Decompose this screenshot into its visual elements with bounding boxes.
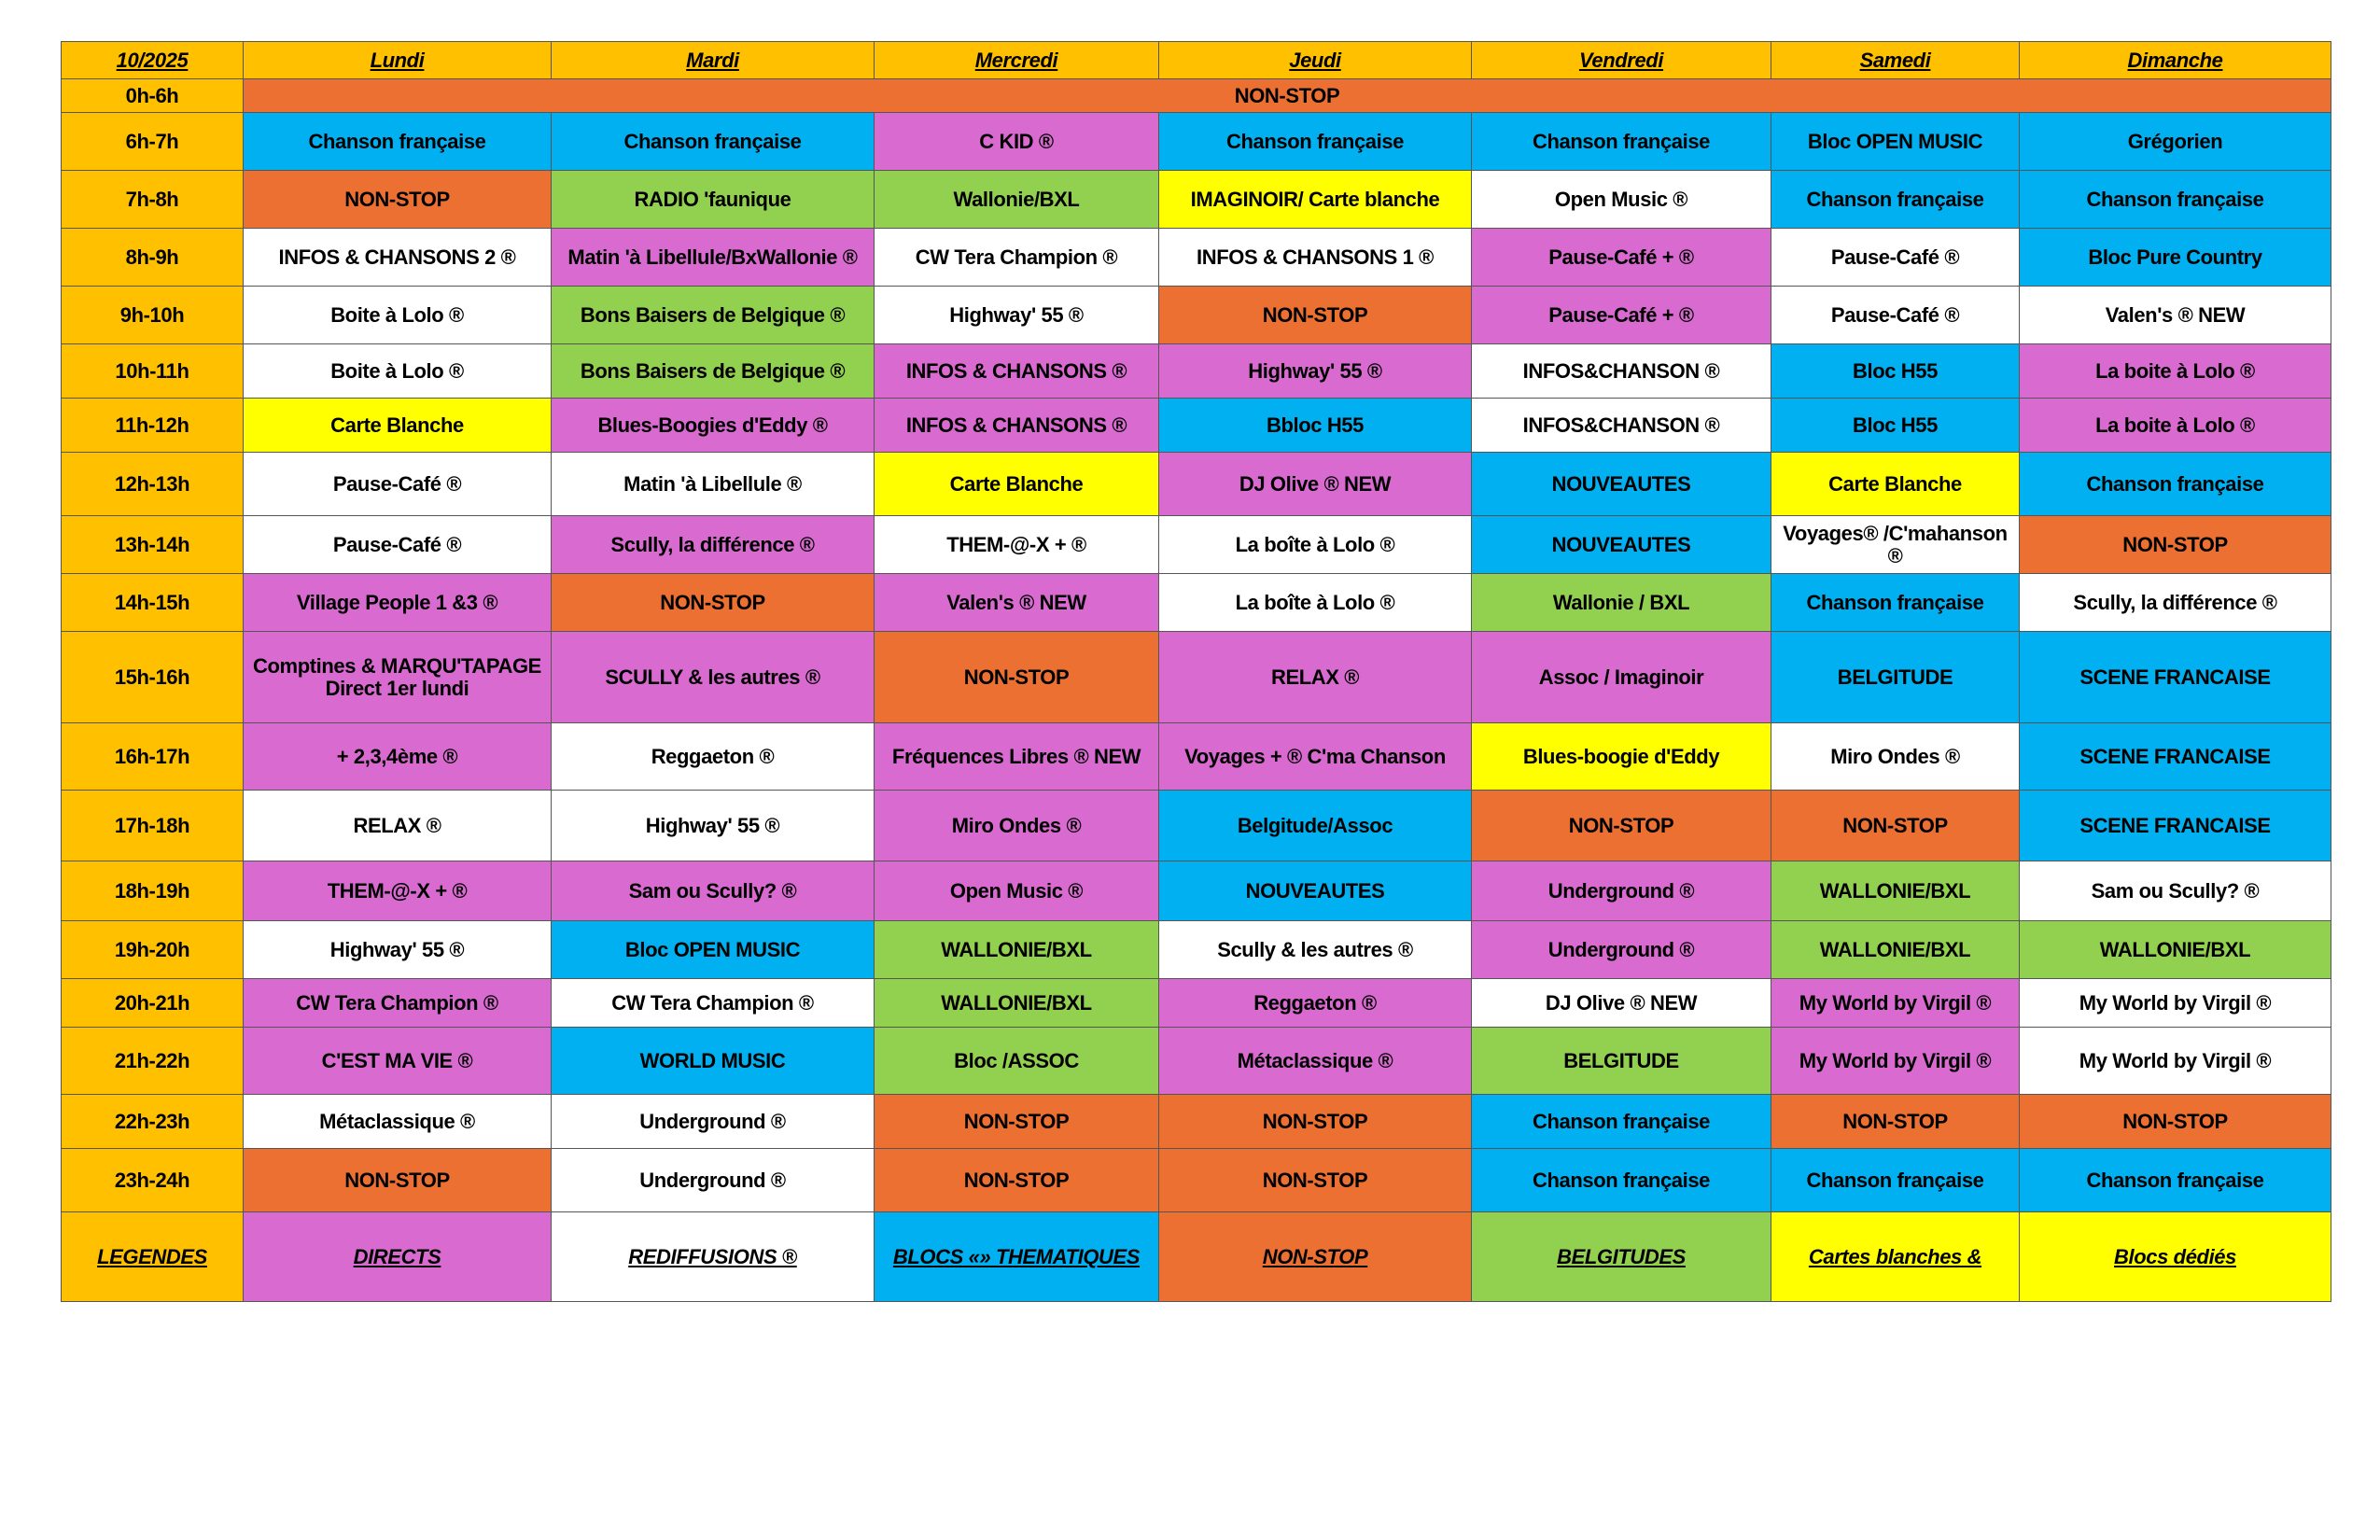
program-cell: Blues-Boogies d'Eddy ®: [552, 399, 875, 453]
program-cell: CW Tera Champion ®: [552, 979, 875, 1028]
program-cell: NON-STOP: [875, 1149, 1159, 1212]
program-cell: NON-STOP: [244, 171, 552, 229]
program-cell: My World by Virgil ®: [1771, 1028, 2020, 1095]
program-cell: NON-STOP: [2020, 1095, 2331, 1149]
program-cell: Pause-Café ®: [1771, 229, 2020, 287]
program-cell: My World by Virgil ®: [2020, 1028, 2331, 1095]
program-cell: La boite à Lolo ®: [2020, 399, 2331, 453]
program-cell: Carte Blanche: [1771, 453, 2020, 516]
program-cell: WALLONIE/BXL: [1771, 861, 2020, 921]
program-cell: + 2,3,4ème ®: [244, 723, 552, 791]
program-cell: Chanson française: [1472, 113, 1771, 171]
program-cell: Comptines & MARQU'TAPAGE Direct 1er lundi: [244, 632, 552, 723]
program-cell: THEM-@-X + ®: [875, 516, 1159, 574]
program-cell: Highway' 55 ®: [244, 921, 552, 979]
program-cell: WALLONIE/BXL: [2020, 921, 2331, 979]
day-header: Mardi: [552, 42, 875, 79]
program-cell: Chanson française: [1472, 1149, 1771, 1212]
day-header: Lundi: [244, 42, 552, 79]
program-cell: INFOS&CHANSON ®: [1472, 399, 1771, 453]
program-cell: NON-STOP: [244, 1149, 552, 1212]
program-cell: Scully, la différence ®: [2020, 574, 2331, 632]
schedule-row: [62, 453, 2331, 516]
schedule-row: [62, 287, 2331, 344]
program-cell: Sam ou Scully? ®: [2020, 861, 2331, 921]
hour-cell: 13h-14h: [62, 516, 244, 574]
program-cell: Sam ou Scully? ®: [552, 861, 875, 921]
program-cell: Chanson française: [1159, 113, 1472, 171]
program-cell: SCULLY & les autres ®: [552, 632, 875, 723]
program-cell: SCENE FRANCAISE: [2020, 632, 2331, 723]
program-cell: Pause-Café ®: [244, 453, 552, 516]
day-header: Dimanche: [2020, 42, 2331, 79]
program-cell: Highway' 55 ®: [552, 791, 875, 861]
legend-item: DIRECTS: [244, 1212, 552, 1302]
schedule-row: [62, 921, 2331, 979]
program-cell: INFOS & CHANSONS ®: [875, 399, 1159, 453]
program-cell: WALLONIE/BXL: [875, 979, 1159, 1028]
legend-item: Blocs dédiés: [2020, 1212, 2331, 1302]
program-cell: C'EST MA VIE ®: [244, 1028, 552, 1095]
program-cell: Highway' 55 ®: [1159, 344, 1472, 399]
program-cell: Chanson française: [1771, 1149, 2020, 1212]
program-cell: BELGITUDE: [1771, 632, 2020, 723]
program-cell: Village People 1 &3 ®: [244, 574, 552, 632]
program-cell: Reggaeton ®: [1159, 979, 1472, 1028]
program-cell: NON-STOP: [1472, 791, 1771, 861]
program-cell: Underground ®: [1472, 921, 1771, 979]
program-cell: Highway' 55 ®: [875, 287, 1159, 344]
program-cell: INFOS & CHANSONS ®: [875, 344, 1159, 399]
program-cell: Belgitude/Assoc: [1159, 791, 1472, 861]
program-cell: Chanson française: [244, 113, 552, 171]
program-cell: RELAX ®: [1159, 632, 1472, 723]
program-cell: INFOS & CHANSONS 1 ®: [1159, 229, 1472, 287]
hour-cell: 22h-23h: [62, 1095, 244, 1149]
program-cell: NON-STOP: [875, 632, 1159, 723]
program-cell: IMAGINOIR/ Carte blanche: [1159, 171, 1472, 229]
legend-item: BLOCS «» THEMATIQUES: [875, 1212, 1159, 1302]
schedule-row: [62, 1095, 2331, 1149]
hour-cell: 7h-8h: [62, 171, 244, 229]
program-cell: CW Tera Champion ®: [875, 229, 1159, 287]
program-cell: BELGITUDE: [1472, 1028, 1771, 1095]
program-cell: SCENE FRANCAISE: [2020, 791, 2331, 861]
header-row: [62, 42, 2331, 79]
hour-cell: 0h-6h: [62, 79, 244, 113]
program-cell: Bloc H55: [1771, 399, 2020, 453]
hour-cell: 15h-16h: [62, 632, 244, 723]
program-cell: INFOS&CHANSON ®: [1472, 344, 1771, 399]
program-cell: Bons Baisers de Belgique ®: [552, 344, 875, 399]
program-cell: NON-STOP: [244, 79, 2331, 113]
schedule-body: [62, 42, 2331, 1302]
program-cell: CW Tera Champion ®: [244, 979, 552, 1028]
schedule-row: [62, 229, 2331, 287]
schedule-row: [62, 113, 2331, 171]
program-cell: Reggaeton ®: [552, 723, 875, 791]
program-cell: Miro Ondes ®: [875, 791, 1159, 861]
program-cell: Chanson française: [552, 113, 875, 171]
program-cell: RADIO 'faunique: [552, 171, 875, 229]
program-cell: Boite à Lolo ®: [244, 344, 552, 399]
program-cell: La boîte à Lolo ®: [1159, 516, 1472, 574]
program-cell: C KID ®: [875, 113, 1159, 171]
legend-item: BELGITUDES: [1472, 1212, 1771, 1302]
schedule-grid: [61, 41, 2331, 1302]
program-cell: WALLONIE/BXL: [875, 921, 1159, 979]
program-cell: Matin 'à Libellule ®: [552, 453, 875, 516]
program-cell: Pause-Café + ®: [1472, 287, 1771, 344]
program-cell: NON-STOP: [1771, 1095, 2020, 1149]
program-cell: NON-STOP: [875, 1095, 1159, 1149]
schedule-row: [62, 399, 2331, 453]
hour-cell: 9h-10h: [62, 287, 244, 344]
program-cell: DJ Olive ® NEW: [1472, 979, 1771, 1028]
program-cell: Wallonie / BXL: [1472, 574, 1771, 632]
program-cell: Blues-boogie d'Eddy: [1472, 723, 1771, 791]
program-cell: Assoc / Imaginoir: [1472, 632, 1771, 723]
program-cell: Chanson française: [1771, 171, 2020, 229]
program-cell: Pause-Café + ®: [1472, 229, 1771, 287]
hour-cell: 10h-11h: [62, 344, 244, 399]
program-cell: La boîte à Lolo ®: [1159, 574, 1472, 632]
program-cell: Chanson française: [2020, 453, 2331, 516]
legend-row: [62, 1212, 2331, 1302]
schedule-row: [62, 723, 2331, 791]
program-cell: Open Music ®: [875, 861, 1159, 921]
program-cell: Underground ®: [552, 1149, 875, 1212]
schedule-row: [62, 791, 2331, 861]
legend-title: LEGENDES: [62, 1212, 244, 1302]
program-cell: WALLONIE/BXL: [1771, 921, 2020, 979]
day-header: Samedi: [1771, 42, 2020, 79]
hour-cell: 8h-9h: [62, 229, 244, 287]
program-cell: RELAX ®: [244, 791, 552, 861]
day-header: Vendredi: [1472, 42, 1771, 79]
hour-cell: 12h-13h: [62, 453, 244, 516]
program-cell: Open Music ®: [1472, 171, 1771, 229]
hour-cell: 23h-24h: [62, 1149, 244, 1212]
program-cell: Bloc /ASSOC: [875, 1028, 1159, 1095]
month-header: 10/2025: [62, 42, 244, 79]
schedule-row: [62, 574, 2331, 632]
program-cell: Pause-Café ®: [1771, 287, 2020, 344]
program-cell: NON-STOP: [1159, 287, 1472, 344]
program-cell: Boite à Lolo ®: [244, 287, 552, 344]
program-cell: Matin 'à Libellule/BxWallonie ®: [552, 229, 875, 287]
program-cell: Bloc OPEN MUSIC: [1771, 113, 2020, 171]
schedule-row: [62, 1149, 2331, 1212]
program-cell: WORLD MUSIC: [552, 1028, 875, 1095]
program-cell: Voyages® /C'mahanson ®: [1771, 516, 2020, 574]
program-cell: Fréquences Libres ® NEW: [875, 723, 1159, 791]
program-cell: SCENE FRANCAISE: [2020, 723, 2331, 791]
program-cell: Bloc H55: [1771, 344, 2020, 399]
program-cell: Grégorien: [2020, 113, 2331, 171]
program-cell: Valen's ® NEW: [875, 574, 1159, 632]
program-cell: Chanson française: [2020, 171, 2331, 229]
hour-cell: 18h-19h: [62, 861, 244, 921]
schedule-row: [62, 344, 2331, 399]
program-cell: NON-STOP: [552, 574, 875, 632]
schedule-row: [62, 171, 2331, 229]
hour-cell: 19h-20h: [62, 921, 244, 979]
day-header: Mercredi: [875, 42, 1159, 79]
program-cell: Chanson française: [1771, 574, 2020, 632]
program-cell: Underground ®: [1472, 861, 1771, 921]
schedule-table: [61, 41, 2331, 1302]
schedule-row: [62, 861, 2331, 921]
schedule-row: [62, 79, 2331, 113]
legend-item: REDIFFUSIONS ®: [552, 1212, 875, 1302]
schedule-row: [62, 1028, 2331, 1095]
hour-cell: 6h-7h: [62, 113, 244, 171]
program-cell: Métaclassique ®: [1159, 1028, 1472, 1095]
program-cell: NOUVEAUTES: [1472, 453, 1771, 516]
program-cell: NOUVEAUTES: [1472, 516, 1771, 574]
program-cell: Bloc OPEN MUSIC: [552, 921, 875, 979]
program-cell: Valen's ® NEW: [2020, 287, 2331, 344]
program-cell: Scully, la différence ®: [552, 516, 875, 574]
program-cell: Wallonie/BXL: [875, 171, 1159, 229]
program-cell: Carte Blanche: [244, 399, 552, 453]
program-cell: Voyages + ® C'ma Chanson: [1159, 723, 1472, 791]
hour-cell: 20h-21h: [62, 979, 244, 1028]
program-cell: Bbloc H55: [1159, 399, 1472, 453]
hour-cell: 21h-22h: [62, 1028, 244, 1095]
day-header: Jeudi: [1159, 42, 1472, 79]
program-cell: NON-STOP: [1159, 1149, 1472, 1212]
program-cell: My World by Virgil ®: [2020, 979, 2331, 1028]
hour-cell: 14h-15h: [62, 574, 244, 632]
hour-cell: 11h-12h: [62, 399, 244, 453]
program-cell: La boite à Lolo ®: [2020, 344, 2331, 399]
program-cell: Bons Baisers de Belgique ®: [552, 287, 875, 344]
hour-cell: 17h-18h: [62, 791, 244, 861]
program-cell: NON-STOP: [1159, 1095, 1472, 1149]
schedule-row: [62, 516, 2331, 574]
program-cell: Chanson française: [2020, 1149, 2331, 1212]
hour-cell: 16h-17h: [62, 723, 244, 791]
schedule-row: [62, 979, 2331, 1028]
program-cell: INFOS & CHANSONS 2 ®: [244, 229, 552, 287]
program-cell: DJ Olive ® NEW: [1159, 453, 1472, 516]
program-cell: Chanson française: [1472, 1095, 1771, 1149]
program-cell: Pause-Café ®: [244, 516, 552, 574]
program-cell: Scully & les autres ®: [1159, 921, 1472, 979]
program-cell: Carte Blanche: [875, 453, 1159, 516]
program-cell: My World by Virgil ®: [1771, 979, 2020, 1028]
schedule-row: [62, 632, 2331, 723]
program-cell: THEM-@-X + ®: [244, 861, 552, 921]
legend-item: NON-STOP: [1159, 1212, 1472, 1302]
program-cell: Underground ®: [552, 1095, 875, 1149]
program-cell: Miro Ondes ®: [1771, 723, 2020, 791]
program-cell: NON-STOP: [2020, 516, 2331, 574]
legend-item: Cartes blanches &: [1771, 1212, 2020, 1302]
program-cell: Bloc Pure Country: [2020, 229, 2331, 287]
program-cell: NOUVEAUTES: [1159, 861, 1472, 921]
program-cell: NON-STOP: [1771, 791, 2020, 861]
program-cell: Métaclassique ®: [244, 1095, 552, 1149]
